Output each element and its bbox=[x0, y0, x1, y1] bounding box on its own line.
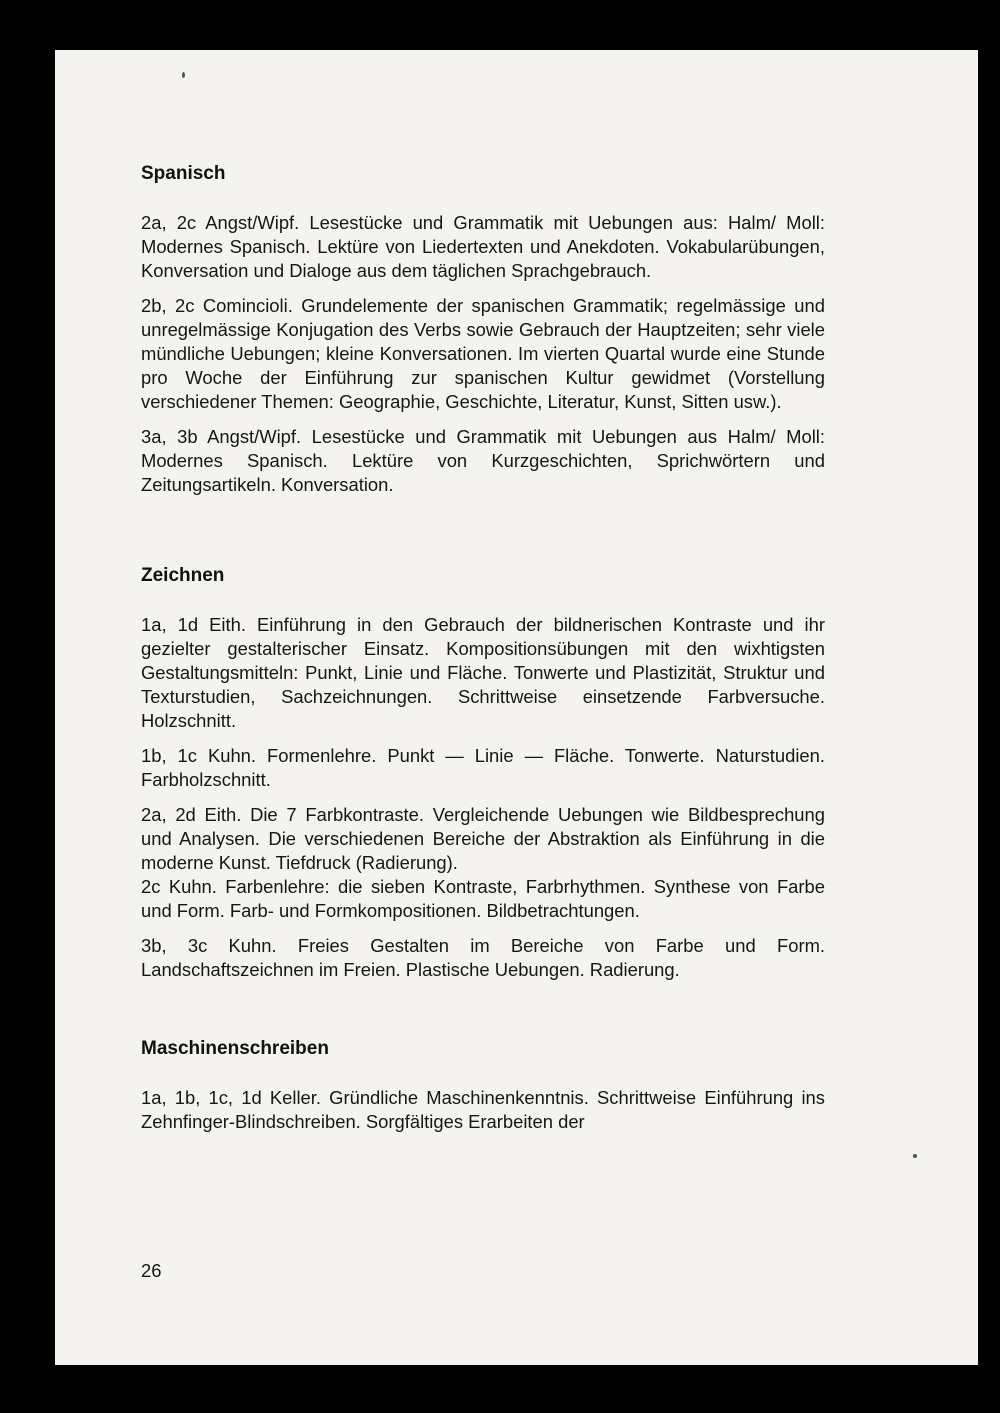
page-number: 26 bbox=[141, 1260, 162, 1281]
paragraph: 1a, 1d Eith. Einführung in den Gebrauch der bildnerischen Kontraste und ihr gezielter gestalterischer Einsatz. Kompositionsübungen mit den wixhtigsten Gestaltungsmitteln: Punkt, Linie und Fläche. Tonwerte und Plastizität, Struktur und Texturstudien, Sachzeichnungen. Schrittweise einsetzende Farbversuche. Holzschnitt. bbox=[141, 614, 825, 731]
paragraph: 2c Kuhn. Farbenlehre: die sieben Kontraste, Farbrhythmen. Synthese von Farbe und Form. Farb- und Formkompositionen. Bildbetrachtungen. bbox=[141, 876, 825, 921]
section-heading-spanisch: Spanisch bbox=[141, 163, 226, 184]
print-speck bbox=[913, 1154, 917, 1158]
paragraph: 3b, 3c Kuhn. Freies Gestalten im Bereiche von Farbe und Form. Landschaftszeichnen im Freien. Plastische Uebungen. Radierung. bbox=[141, 935, 825, 980]
paragraph: 2a, 2d Eith. Die 7 Farbkontraste. Vergleichende Uebungen wie Bildbesprechung und Analysen. Die verschiedenen Bereiche der Abstraktion als Einführung in die moderne Kunst. Tiefdruck (Radierung). bbox=[141, 804, 825, 873]
document-page bbox=[55, 50, 978, 1365]
paragraph: 2b, 2c Comincioli. Grundelemente der spanischen Grammatik; regelmässige und unregelmässige Konjugation des Verbs sowie Gebrauch der Hauptzeiten; sehr viele mündliche Uebungen; kleine Konversationen. Im vierten Quartal wurde eine Stunde pro Woche der Einführung zur spanischen Kultur gewidmet (Vorstellung verschiedener Themen: Geographie, Geschichte, Literatur, Kunst, Sitten usw.). bbox=[141, 295, 825, 412]
paragraph: 1a, 1b, 1c, 1d Keller. Gründliche Maschinenkenntnis. Schrittweise Einführung ins Zehnfinger-Blindschreiben. Sorgfältiges Erarbeiten der bbox=[141, 1087, 825, 1132]
paragraph: 2a, 2c Angst/Wipf. Lesestücke und Grammatik mit Uebungen aus: Halm/ Moll: Modernes Spanisch. Lektüre von Liedertexten und Anekdoten. Vokabularübungen, Konversation und Dialoge aus dem täglichen Sprachgebrauch. bbox=[141, 212, 825, 281]
page-content bbox=[141, 158, 825, 1134]
section-heading-maschinenschreiben: Maschinenschreiben bbox=[141, 1038, 329, 1059]
paragraph: 3a, 3b Angst/Wipf. Lesestücke und Grammatik mit Uebungen aus Halm/ Moll: Modernes Spanisch. Lektüre von Kurzgeschichten, Sprichwörtern und Zeitungsartikeln. Konversation. bbox=[141, 426, 825, 495]
print-speck bbox=[182, 72, 185, 78]
section-heading-zeichnen: Zeichnen bbox=[141, 565, 225, 586]
paragraph: 1b, 1c Kuhn. Formenlehre. Punkt — Linie — Fläche. Tonwerte. Naturstudien. Farbholzschnitt. bbox=[141, 745, 825, 790]
